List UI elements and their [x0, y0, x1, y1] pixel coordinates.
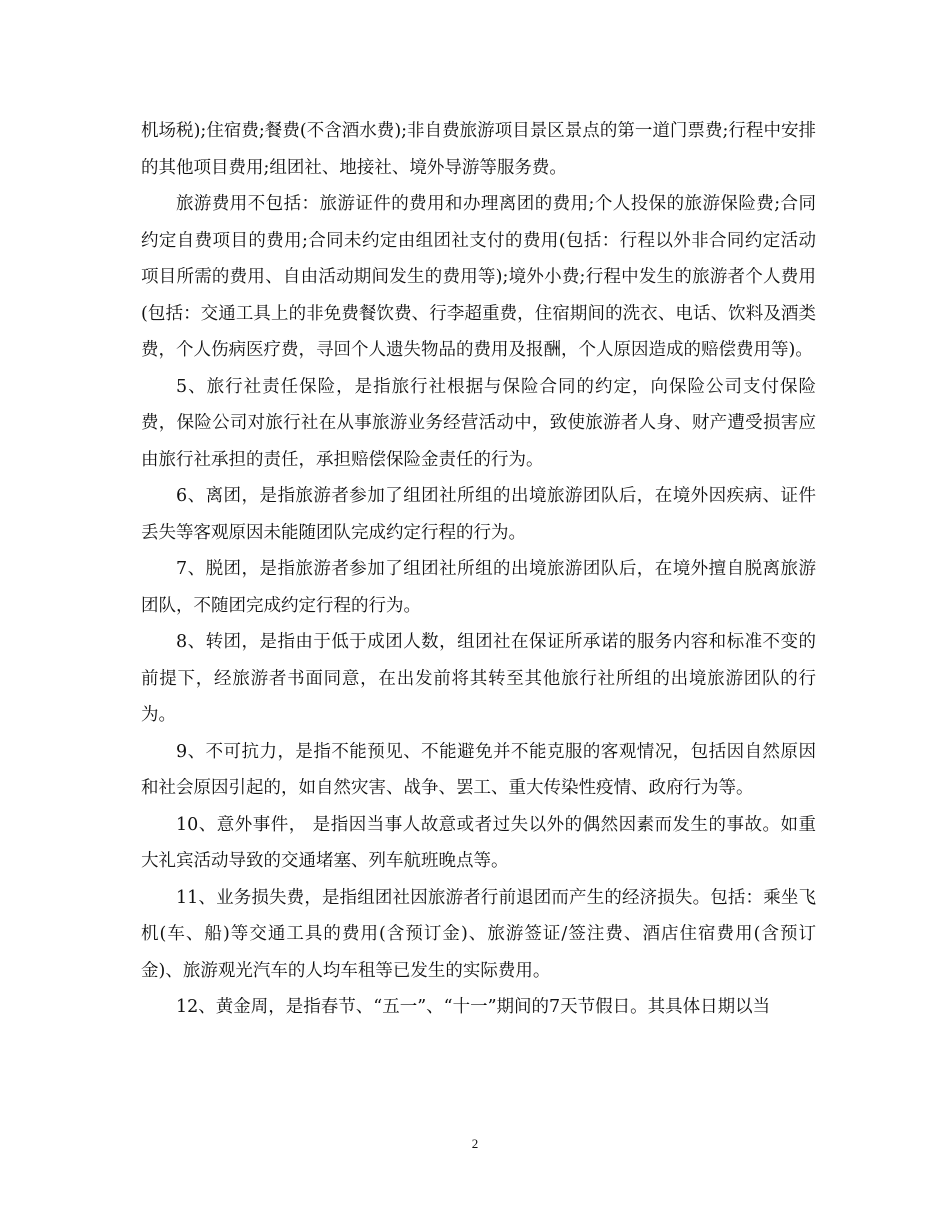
paragraph-2: 旅游费用不包括：旅游证件的费用和办理离团的费用;个人投保的旅游保险费;合同约定自费项目的费用;合同未约定由组团社支付的费用(包括：行程以外非合同约定活动项目所需的费用、自由活动期间发生的费用等);境外小费;行程中发生的旅游者个人费用(包括：交通工具上的非免费餐饮费、行李超重费，住宿期间的洗衣、电话、饮料及酒类费，个人伤病医疗费，寻回个人遗失物品的费用及报酬，个人原因造成的赔偿费用等)。 [141, 194, 816, 360]
paragraph-8: 10、意外事件， 是指因当事人故意或者过失以外的偶然因素而发生的事故。如重大礼宾活动导致的交通堵塞、列车航班晚点等。 [141, 814, 816, 871]
paragraph-7: 9、不可抗力，是指不能预见、不能避免并不能克服的客观情况，包括因自然原因和社会原因引起的，如自然灾害、战争、罢工、重大传染性疫情、政府行为等。 [141, 741, 816, 798]
paragraph-5: 7、脱团，是指旅游者参加了组团社所组的出境旅游团队后，在境外擅自脱离旅游团队，不随团完成约定行程的行为。 [141, 559, 816, 616]
paragraph-4: 6、离团，是指旅游者参加了组团社所组的出境旅游团队后，在境外因疾病、证件丢失等客观原因未能随团队完成约定行程的行为。 [141, 486, 816, 543]
paragraph-10: 12、黄金周，是指春节、“五一”、“十一”期间的7天节假日。其具体日期以当 [176, 997, 771, 1017]
paragraph-9: 11、业务损失费，是指组团社因旅游者行前退团而产生的经济损失。包括：乘坐飞机(车、船)等交通工具的费用(含预订金)、旅游签证/签注费、酒店住宿费用(含预订金)、旅游观光汽车的人均车租等已发生的实际费用。 [141, 887, 816, 981]
paragraph-1: 机场税);住宿费;餐费(不含酒水费);非自费旅游项目景区景点的第一道门票费;行程中安排的其他项目费用;组团社、地接社、境外导游等服务费。 [141, 121, 816, 178]
document-body [141, 113, 816, 1026]
paragraph-6: 8、转团，是指由于低于成团人数，组团社在保证所承诺的服务内容和标准不变的前提下，经旅游者书面同意，在出发前将其转至其他旅行社所组的出境旅游团队的行为。 [141, 632, 816, 725]
page-number: 2 [471, 1136, 479, 1151]
paragraph-3: 5、旅行社责任保险，是指旅行社根据与保险合同的约定，向保险公司支付保险费，保险公司对旅行社在从事旅游业务经营活动中，致使旅游者人身、财产遭受损害应由旅行社承担的责任，承担赔偿保险金责任的行为。 [141, 376, 816, 470]
